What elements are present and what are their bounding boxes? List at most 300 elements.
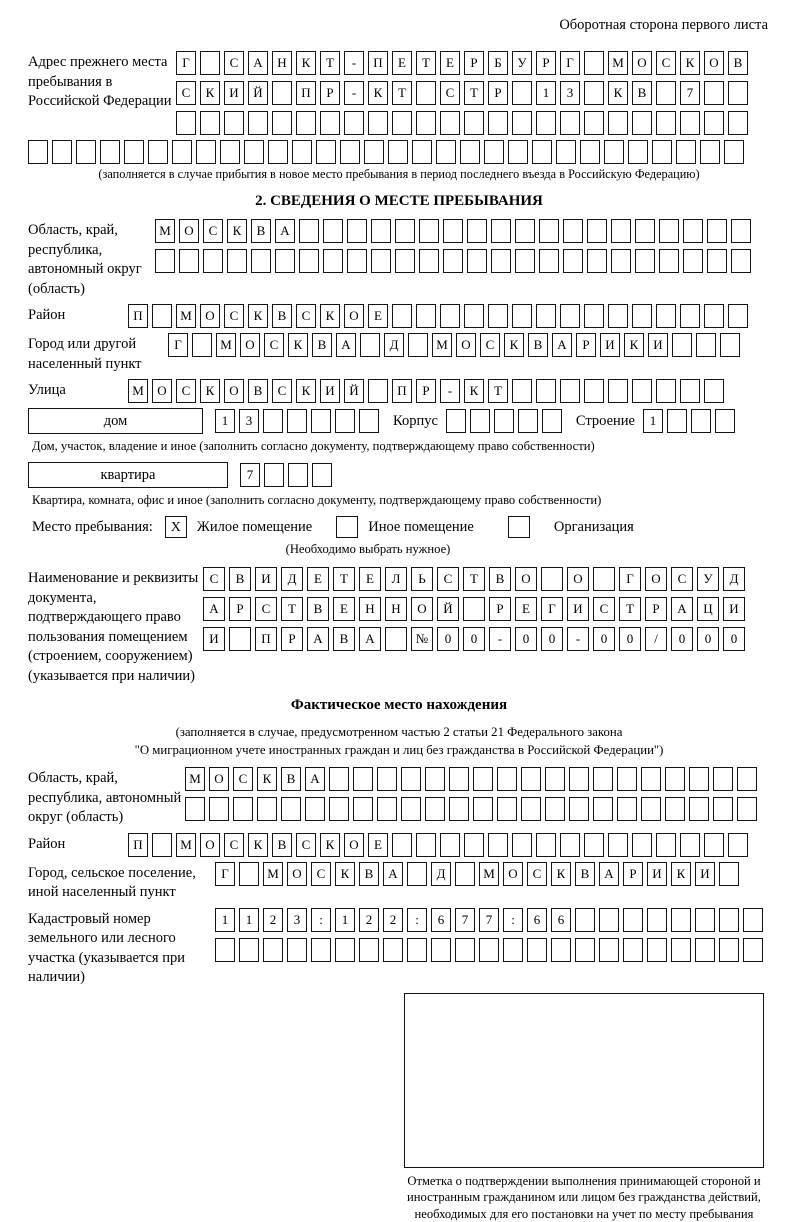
form-cell[interactable] [385,627,407,651]
form-cell[interactable] [443,219,463,243]
form-cell[interactable]: М [176,833,196,857]
form-cell[interactable]: Т [333,567,355,591]
form-cell[interactable] [599,908,619,932]
form-cell[interactable]: К [320,304,340,328]
form-cell[interactable] [224,111,244,135]
form-cell[interactable] [335,409,355,433]
form-cell[interactable]: М [176,304,196,328]
form-cell[interactable] [707,249,727,273]
form-cell[interactable] [691,409,711,433]
form-cell[interactable]: В [359,862,379,886]
form-cell[interactable]: О [704,51,724,75]
form-cell[interactable] [737,797,757,821]
form-cell[interactable] [305,797,325,821]
form-cell[interactable]: В [272,833,292,857]
form-cell[interactable] [368,111,388,135]
form-cell[interactable]: Е [368,304,388,328]
form-cell[interactable]: К [335,862,355,886]
form-cell[interactable] [497,797,517,821]
form-cell[interactable] [683,219,703,243]
form-cell[interactable]: К [296,379,316,403]
form-cell[interactable] [617,767,637,791]
form-cell[interactable] [344,111,364,135]
form-cell[interactable]: К [608,81,628,105]
form-cell[interactable] [484,140,504,164]
form-cell[interactable] [209,797,229,821]
form-cell[interactable]: О [632,51,652,75]
form-cell[interactable]: Г [168,333,188,357]
form-cell[interactable]: 0 [437,627,459,651]
form-cell[interactable]: С [224,833,244,857]
form-cell[interactable] [611,219,631,243]
form-cell[interactable] [623,908,643,932]
form-cell[interactable]: М [608,51,628,75]
form-cell[interactable] [527,938,547,962]
form-cell[interactable] [239,938,259,962]
form-cell[interactable] [329,767,349,791]
form-cell[interactable] [656,111,676,135]
form-cell[interactable] [539,219,559,243]
form-cell[interactable]: С [296,833,316,857]
form-cell[interactable]: 3 [239,409,259,433]
form-cell[interactable] [623,938,643,962]
form-cell[interactable] [488,833,508,857]
form-cell[interactable]: М [263,862,283,886]
form-cell[interactable] [200,51,220,75]
form-cell[interactable] [371,249,391,273]
form-cell[interactable] [542,409,562,433]
form-cell[interactable] [436,140,456,164]
form-cell[interactable]: О [344,304,364,328]
form-cell[interactable] [275,249,295,273]
form-cell[interactable] [728,81,748,105]
form-cell[interactable] [541,567,563,591]
form-cell[interactable]: К [296,51,316,75]
form-cell[interactable] [641,797,661,821]
form-cell[interactable]: С [264,333,284,357]
form-cell[interactable] [560,833,580,857]
form-cell[interactable]: М [479,862,499,886]
form-cell[interactable] [244,140,264,164]
form-cell[interactable] [340,140,360,164]
form-cell[interactable] [731,249,751,273]
form-cell[interactable] [220,140,240,164]
form-cell[interactable]: С [296,304,316,328]
form-cell[interactable] [584,51,604,75]
form-cell[interactable] [647,938,667,962]
form-cell[interactable]: О [209,767,229,791]
form-cell[interactable]: К [248,833,268,857]
form-cell[interactable] [364,140,384,164]
form-cell[interactable]: К [288,333,308,357]
form-cell[interactable]: Т [320,51,340,75]
form-cell[interactable] [665,797,685,821]
form-cell[interactable] [719,862,739,886]
form-cell[interactable]: Г [176,51,196,75]
form-cell[interactable]: 7 [240,463,260,487]
form-cell[interactable]: - [567,627,589,651]
form-cell[interactable] [440,833,460,857]
form-cell[interactable] [593,567,615,591]
form-cell[interactable] [443,249,463,273]
form-cell[interactable]: В [281,767,301,791]
form-cell[interactable]: Ц [697,597,719,621]
form-cell[interactable] [446,409,466,433]
form-cell[interactable]: А [552,333,572,357]
form-cell[interactable]: О [152,379,172,403]
form-cell[interactable] [635,219,655,243]
form-cell[interactable] [28,140,48,164]
form-cell[interactable] [395,249,415,273]
form-cell[interactable] [737,767,757,791]
form-cell[interactable]: И [723,597,745,621]
form-cell[interactable]: Е [359,567,381,591]
form-cell[interactable] [229,627,251,651]
form-cell[interactable]: К [227,219,247,243]
form-cell[interactable]: В [632,81,652,105]
form-cell[interactable]: 2 [263,908,283,932]
form-cell[interactable] [148,140,168,164]
form-cell[interactable] [560,304,580,328]
form-cell[interactable] [575,938,595,962]
form-cell[interactable] [743,938,763,962]
form-cell[interactable] [536,111,556,135]
form-cell[interactable]: С [224,304,244,328]
form-cell[interactable]: В [312,333,332,357]
form-cell[interactable] [584,304,604,328]
form-cell[interactable] [689,797,709,821]
form-cell[interactable] [416,304,436,328]
form-cell[interactable] [383,938,403,962]
form-cell[interactable]: Н [385,597,407,621]
form-cell[interactable] [440,111,460,135]
form-cell[interactable]: Р [464,51,484,75]
form-cell[interactable] [512,111,532,135]
form-cell[interactable]: Р [488,81,508,105]
form-cell[interactable] [671,908,691,932]
form-cell[interactable] [560,379,580,403]
form-cell[interactable]: 3 [560,81,580,105]
form-cell[interactable] [515,219,535,243]
form-cell[interactable] [425,797,445,821]
form-cell[interactable]: Р [281,627,303,651]
form-cell[interactable] [320,111,340,135]
form-cell[interactable]: Е [392,51,412,75]
form-cell[interactable]: С [176,81,196,105]
form-cell[interactable] [608,111,628,135]
form-cell[interactable]: А [336,333,356,357]
form-cell[interactable]: И [224,81,244,105]
form-cell[interactable] [192,333,212,357]
form-cell[interactable]: П [255,627,277,651]
form-cell[interactable] [455,862,475,886]
form-cell[interactable] [512,833,532,857]
form-cell[interactable] [491,249,511,273]
form-cell[interactable]: - [489,627,511,651]
form-cell[interactable]: 0 [619,627,641,651]
form-cell[interactable]: О [200,833,220,857]
form-cell[interactable] [680,833,700,857]
form-cell[interactable]: К [200,81,220,105]
form-cell[interactable] [728,833,748,857]
form-cell[interactable] [563,219,583,243]
form-cell[interactable] [263,938,283,962]
form-cell[interactable] [287,409,307,433]
form-cell[interactable]: К [320,833,340,857]
form-cell[interactable] [463,597,485,621]
form-cell[interactable]: Е [440,51,460,75]
form-cell[interactable]: Ь [411,567,433,591]
form-cell[interactable] [632,304,652,328]
form-cell[interactable]: А [203,597,225,621]
form-cell[interactable]: Р [229,597,251,621]
form-cell[interactable] [521,797,541,821]
form-cell[interactable]: И [695,862,715,886]
form-cell[interactable]: С [440,81,460,105]
form-cell[interactable]: М [432,333,452,357]
form-cell[interactable]: 0 [671,627,693,651]
form-cell[interactable] [704,111,724,135]
form-cell[interactable]: Л [385,567,407,591]
form-cell[interactable] [518,409,538,433]
form-cell[interactable]: С [224,51,244,75]
form-cell[interactable]: О [200,304,220,328]
form-cell[interactable] [124,140,144,164]
form-cell[interactable] [587,249,607,273]
form-cell[interactable]: В [333,627,355,651]
form-cell[interactable]: Р [489,597,511,621]
form-cell[interactable] [196,140,216,164]
form-cell[interactable]: Д [384,333,404,357]
form-cell[interactable] [695,938,715,962]
form-cell[interactable]: Й [248,81,268,105]
form-cell[interactable] [719,938,739,962]
form-cell[interactable] [728,111,748,135]
form-cell[interactable] [179,249,199,273]
form-cell[interactable] [632,111,652,135]
form-cell[interactable]: Г [215,862,235,886]
form-cell[interactable] [532,140,552,164]
form-cell[interactable]: О [645,567,667,591]
form-cell[interactable]: / [645,627,667,651]
form-cell[interactable] [659,249,679,273]
form-cell[interactable] [584,111,604,135]
form-cell[interactable] [449,767,469,791]
form-cell[interactable]: К [671,862,691,886]
form-cell[interactable] [479,938,499,962]
form-cell[interactable] [569,767,589,791]
form-cell[interactable]: И [647,862,667,886]
form-cell[interactable]: Д [281,567,303,591]
form-cell[interactable] [467,249,487,273]
form-cell[interactable] [652,140,672,164]
form-cell[interactable] [311,938,331,962]
form-cell[interactable] [503,938,523,962]
form-cell[interactable] [287,938,307,962]
form-cell[interactable] [743,908,763,932]
form-cell[interactable]: 3 [287,908,307,932]
form-cell[interactable]: - [344,51,364,75]
form-cell[interactable] [460,140,480,164]
form-cell[interactable] [599,938,619,962]
form-cell[interactable]: Т [619,597,641,621]
form-cell[interactable] [257,797,277,821]
form-cell[interactable] [416,833,436,857]
form-cell[interactable] [521,767,541,791]
form-cell[interactable] [473,767,493,791]
form-cell[interactable] [593,797,613,821]
form-cell[interactable]: - [344,81,364,105]
form-cell[interactable] [377,767,397,791]
form-cell[interactable] [497,767,517,791]
form-cell[interactable]: К [257,767,277,791]
form-cell[interactable] [551,938,571,962]
form-cell[interactable]: К [504,333,524,357]
form-cell[interactable]: В [272,304,292,328]
form-cell[interactable]: : [311,908,331,932]
form-cell[interactable]: Е [368,833,388,857]
form-cell[interactable] [700,140,720,164]
form-cell[interactable] [288,463,308,487]
form-cell[interactable] [371,219,391,243]
form-cell[interactable] [353,767,373,791]
form-cell[interactable] [239,862,259,886]
form-cell[interactable]: Г [541,597,563,621]
form-cell[interactable] [268,140,288,164]
form-cell[interactable]: 0 [593,627,615,651]
form-cell[interactable]: В [251,219,271,243]
form-cell[interactable] [704,833,724,857]
form-cell[interactable] [329,797,349,821]
form-cell[interactable]: Р [320,81,340,105]
form-cell[interactable] [656,833,676,857]
house-box[interactable]: дом [28,408,203,434]
form-cell[interactable] [264,463,284,487]
form-cell[interactable] [248,111,268,135]
form-cell[interactable] [494,409,514,433]
form-cell[interactable] [715,409,735,433]
form-cell[interactable]: В [307,597,329,621]
form-cell[interactable] [296,111,316,135]
form-cell[interactable]: Т [416,51,436,75]
form-cell[interactable]: В [248,379,268,403]
form-cell[interactable] [713,767,733,791]
form-cell[interactable]: О [240,333,260,357]
form-cell[interactable] [412,140,432,164]
form-cell[interactable] [641,767,661,791]
form-cell[interactable]: С [671,567,693,591]
form-cell[interactable] [584,379,604,403]
form-cell[interactable] [724,140,744,164]
form-cell[interactable]: О [224,379,244,403]
form-cell[interactable]: С [656,51,676,75]
form-cell[interactable]: Р [623,862,643,886]
form-cell[interactable]: В [528,333,548,357]
form-cell[interactable] [359,938,379,962]
form-cell[interactable] [388,140,408,164]
form-cell[interactable]: Р [576,333,596,357]
form-cell[interactable] [695,908,715,932]
form-cell[interactable]: И [255,567,277,591]
form-cell[interactable]: 7 [455,908,475,932]
form-cell[interactable]: 1 [335,908,355,932]
form-cell[interactable] [608,379,628,403]
form-cell[interactable]: : [407,908,427,932]
form-cell[interactable] [227,249,247,273]
form-cell[interactable]: С [437,567,459,591]
form-cell[interactable] [512,81,532,105]
form-cell[interactable] [419,249,439,273]
form-cell[interactable] [608,304,628,328]
form-cell[interactable] [656,304,676,328]
form-cell[interactable]: А [307,627,329,651]
form-cell[interactable]: М [128,379,148,403]
form-cell[interactable] [353,797,373,821]
form-cell[interactable] [470,409,490,433]
form-cell[interactable] [311,409,331,433]
form-cell[interactable]: 0 [463,627,485,651]
form-cell[interactable]: Т [488,379,508,403]
form-cell[interactable]: Г [619,567,641,591]
form-cell[interactable]: И [648,333,668,357]
form-cell[interactable]: О [179,219,199,243]
form-cell[interactable] [251,249,271,273]
form-cell[interactable] [292,140,312,164]
form-cell[interactable] [488,111,508,135]
form-cell[interactable]: И [203,627,225,651]
form-cell[interactable]: : [503,908,523,932]
form-cell[interactable]: 2 [359,908,379,932]
form-cell[interactable] [488,304,508,328]
form-cell[interactable]: М [185,767,205,791]
form-cell[interactable]: 1 [536,81,556,105]
form-cell[interactable] [611,249,631,273]
form-cell[interactable] [347,249,367,273]
apartment-box[interactable]: квартира [28,462,228,488]
form-cell[interactable] [608,833,628,857]
form-cell[interactable] [584,833,604,857]
form-cell[interactable] [731,219,751,243]
form-cell[interactable] [323,219,343,243]
form-cell[interactable]: С [255,597,277,621]
form-cell[interactable]: Д [431,862,451,886]
form-cell[interactable] [401,797,421,821]
form-cell[interactable]: С [203,567,225,591]
form-cell[interactable]: У [512,51,532,75]
form-cell[interactable] [360,333,380,357]
form-cell[interactable] [584,81,604,105]
form-cell[interactable] [176,111,196,135]
form-cell[interactable] [464,111,484,135]
form-cell[interactable]: № [411,627,433,651]
form-cell[interactable] [155,249,175,273]
form-cell[interactable]: В [575,862,595,886]
form-cell[interactable]: К [624,333,644,357]
form-cell[interactable] [536,304,556,328]
form-cell[interactable]: Д [723,567,745,591]
form-cell[interactable]: Т [281,597,303,621]
form-cell[interactable]: 7 [680,81,700,105]
form-cell[interactable] [680,304,700,328]
form-cell[interactable]: С [176,379,196,403]
form-cell[interactable] [347,219,367,243]
form-cell[interactable] [508,140,528,164]
form-cell[interactable]: Й [437,597,459,621]
form-cell[interactable]: Н [359,597,381,621]
form-cell[interactable] [272,81,292,105]
form-cell[interactable] [683,249,703,273]
stay-option-other-checkbox[interactable] [336,516,358,538]
